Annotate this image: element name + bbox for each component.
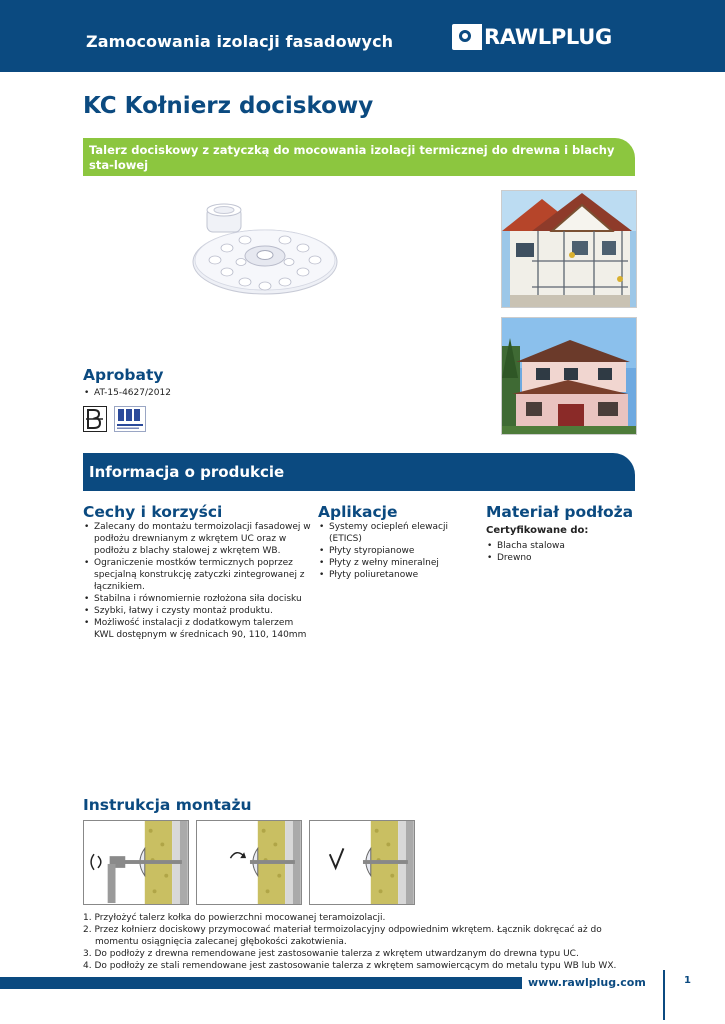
application-item: • Płyty z wełny mineralnej [318,557,468,569]
application-item: • Systemy ociepleń elewacji (ETICS) [318,521,468,545]
feature-item: • Szybki, łatwy i czysty montaż produktu. [83,605,313,617]
page-number: 1 [684,975,691,986]
features-section [83,503,313,641]
header-bar [0,0,725,72]
feature-item: • Możliwość instalacji z dodatkowym talerzem KWL dostępnym w średnicach 90, 110, 140mm [83,617,313,641]
installation-step: 4. Do podłoży ze stali remendowane jest zastosowanie talerza z wkrętem samowiercącym do metalu typu WB lub WX. [83,961,617,971]
facade-renovation-photo [501,190,637,308]
approvals-heading: Aprobaty [83,366,164,384]
feature-item: • Ograniczenie mostków termicznych poprzez specjalną konstrukcję zatyczki zintegrowanej z łącznikiem. [83,557,313,593]
certified-label: Certyfikowane do: [486,525,589,536]
footer-website-link[interactable]: www.rawlplug.com [528,976,646,989]
substrate-list [486,540,636,564]
header-category: Zamocowania izolacji fasadowych [86,32,394,51]
application-item: • Płyty styropianowe [318,545,468,557]
product-info-bar [83,453,635,491]
rotate-step-icon [196,820,302,905]
installation-step: 2. Przez kołnierz dociskowy przymocować materiał termoizolacyjny odpowiednim wkrętem. Łącznik dokręcać aż do momentu osiągnięcia zalecanej głębokości zakotwienia. [83,925,602,947]
features-heading: Cechy i korzyści [83,503,223,521]
product-info-label: Informacja o produkcie [89,463,285,481]
rawlplug-ring-icon [452,24,482,50]
itb-badge-icon [83,406,107,432]
approvals-list [83,387,283,399]
feature-item: • Stabilna i równomiernie rozłożona siła docisku [83,593,313,605]
substrate-heading: Materiał podłoża [486,503,634,521]
drill-step-icon [83,820,189,905]
checkmark-step-icon [309,820,415,905]
footer-bar [0,977,522,989]
application-item: • Płyty poliuretanowe [318,569,468,581]
features-list [83,521,313,641]
approval-item: • AT-15-4627/2012 [83,387,283,399]
subtitle-bar [83,138,635,176]
applications-list [318,521,468,581]
installation-heading: Instrukcja montażu [83,796,252,814]
product-subtitle: Talerz dociskowy z zatyczką do mocowania izolacji termicznej do drewna i blachy sta-lowej [89,143,615,172]
brand-logo [452,24,612,50]
product-image [185,200,345,310]
installation-steps [83,912,643,972]
feature-item: • Zalecany do montażu termoizolacji fasadowej w podłożu drewnianym z wkrętem UC oraz w podłożu z blachy stalowej z wkrętem WB. [83,521,313,557]
itb-certificate-badge-icon [114,406,146,432]
applications-section [318,503,468,581]
installation-step: 1. Przyłożyć talerz kołka do powierzchni mocowanej teramoizolacji. [83,913,386,923]
footer-divider [663,970,665,1020]
applications-heading: Aplikacje [318,503,398,521]
page-title: KC Kołnierz dociskowy [83,93,374,119]
logo-text: RAWLPLUG [484,25,612,49]
substrate-item: • Drewno [486,552,636,564]
substrate-section [486,503,636,564]
substrate-item: • Blacha stalowa [486,540,636,552]
installation-step: 3. Do podłoży z drewna remendowane jest zastosowanie talerza z wkrętem utwardzanym do drewna typu UC. [83,949,579,959]
house-photo [501,317,637,435]
